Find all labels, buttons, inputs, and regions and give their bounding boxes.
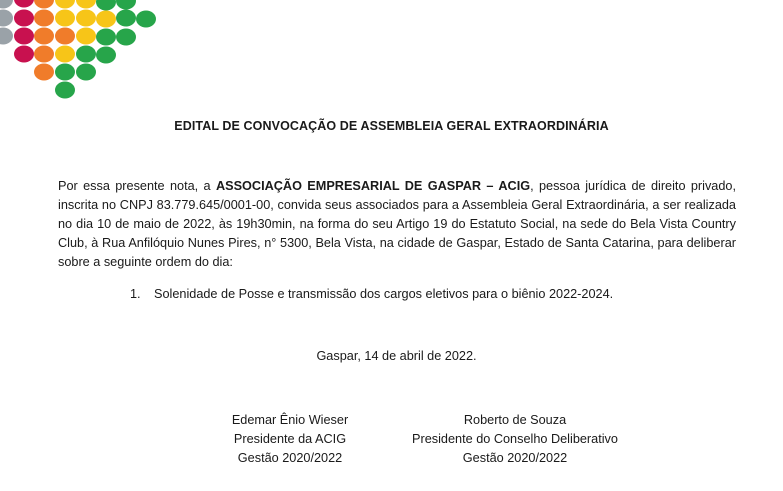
- agenda-item-number: 1.: [130, 287, 141, 301]
- logo-dot: [0, 28, 13, 45]
- logo-dot: [14, 0, 34, 8]
- logo-dot: [34, 10, 54, 27]
- logo-dot: [96, 47, 116, 64]
- signatory-term: Gestão 2020/2022: [462, 451, 568, 465]
- signatory-term: Gestão 2020/2022: [237, 451, 343, 465]
- signatory-role: Presidente da ACIG: [233, 432, 347, 446]
- page-title: EDITAL DE CONVOCAÇÃO DE ASSEMBLEIA GERAL EXTRAORDINÁRIA: [174, 119, 609, 133]
- logo-dot: [76, 0, 96, 9]
- paragraph-intro: Por essa presente nota, a: [58, 179, 216, 193]
- logo-dot: [55, 0, 75, 9]
- acig-logo: [0, 0, 170, 105]
- logo-dot: [96, 11, 116, 28]
- convocation-paragraph: [58, 177, 736, 272]
- signature-block-council: [400, 411, 630, 468]
- logo-dot: [96, 0, 116, 11]
- signature-block-president: [218, 411, 362, 468]
- logo-dot: [76, 46, 96, 63]
- logo-dot: [14, 46, 34, 63]
- logo-dot: [76, 64, 96, 81]
- signatory-name: Roberto de Souza: [463, 413, 567, 427]
- signatory-name: Edemar Ênio Wieser: [231, 413, 349, 427]
- logo-dot: [34, 46, 54, 63]
- logo-dot: [76, 28, 96, 45]
- agenda-item: [130, 285, 613, 304]
- logo-dot: [96, 29, 116, 46]
- logo-dot: [55, 82, 75, 99]
- logo-dot: [55, 46, 75, 63]
- organization-name: ASSOCIAÇÃO EMPRESARIAL DE GASPAR – ACIG: [215, 179, 531, 193]
- logo-dot: [116, 10, 136, 27]
- logo-dot: [14, 10, 34, 27]
- logo-dot: [14, 28, 34, 45]
- logo-dot: [0, 0, 13, 9]
- agenda-item-text: Solenidade de Posse e transmissão dos cargos eletivos para o biênio 2022-2024.: [154, 287, 614, 301]
- signatory-role: Presidente do Conselho Deliberativo: [412, 432, 618, 446]
- logo-dot: [34, 0, 54, 9]
- logo-dot: [34, 64, 54, 81]
- logo-dot: [0, 10, 13, 27]
- logo-dot: [116, 0, 136, 10]
- logo-dot: [55, 10, 75, 27]
- logo-dot: [55, 64, 75, 81]
- logo-dot: [116, 29, 136, 46]
- logo-dot: [55, 28, 75, 45]
- logo-dot: [136, 11, 156, 28]
- paragraph-rest: , pessoa jurídica de direito privado, inscrita no CNPJ 83.779.645/0001-00, convida seus associados para a Assembleia Geral Extraordinária, a ser realizada no dia 10 de maio de 2022, às 19h30min, na forma do seu Artigo 19 do Estatuto Social, na sede do Bela Vista Country Club, à Rua Anfilóquio Nunes Pires, n° 5300, Bela Vista, na cidade de Gaspar, Estado de Santa Catarina, para deliberar sobre a seguinte ordem do dia:: [58, 179, 736, 269]
- place-and-date: Gaspar, 14 de abril de 2022.: [316, 349, 477, 363]
- logo-dot: [34, 28, 54, 45]
- logo-dot: [76, 10, 96, 27]
